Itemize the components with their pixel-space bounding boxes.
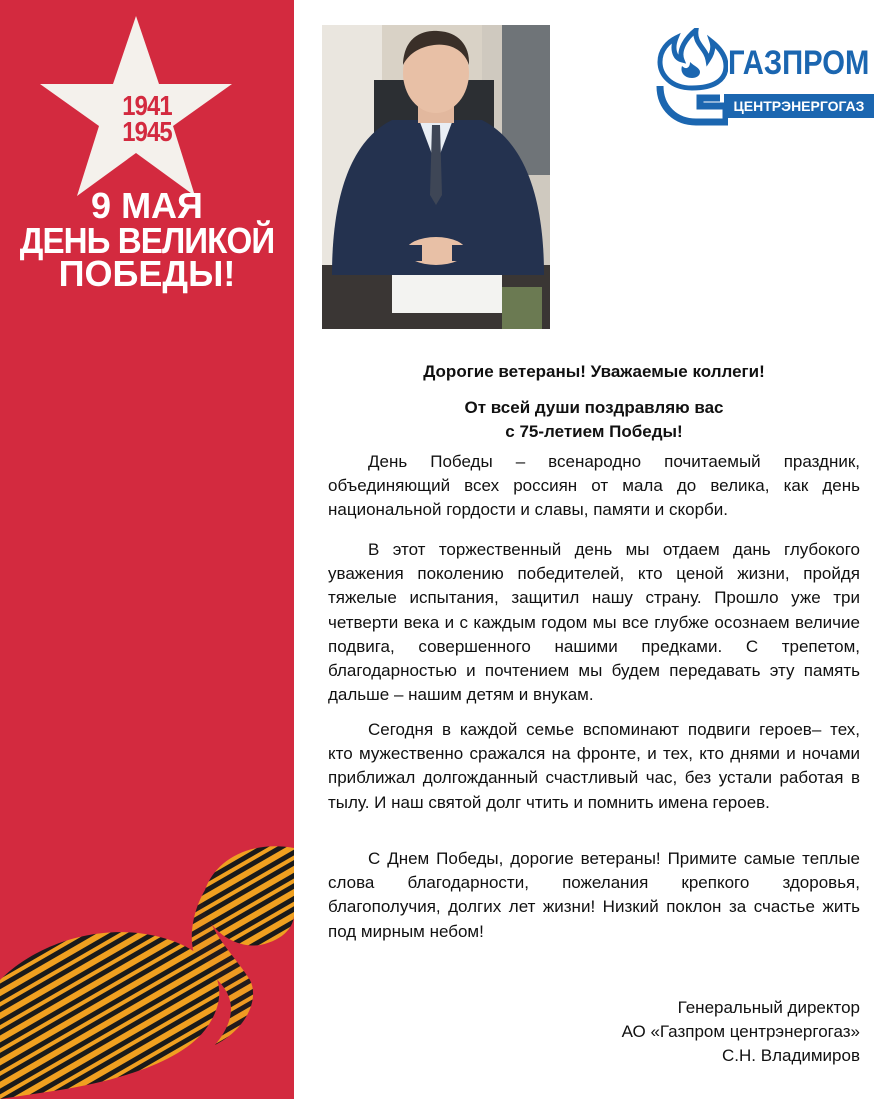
greeting-heading: Дорогие ветераны! Уважаемые коллеги! (423, 362, 765, 381)
gas-flame-icon (656, 28, 728, 126)
signature-name: С.Н. Владимиров (722, 1046, 860, 1065)
congrats-line1: От всей души поздравляю вас (464, 398, 724, 417)
letter-paragraph-2: В этот торжественный день мы отдаем дань глубокого уважения поколению победителей, кто ценой жизни, пройдя тяжелые испытания, защитил нашу страну. Прошло уже три четверти века и с каждым годом мы все глубже осознаем величие подвига, совершенного нашими предками. С трепетом, благодарностью и почтением мы будем передавать эту память дальше – нашим детям и внукам. (328, 540, 860, 705)
signature-position: Генеральный директор (677, 998, 860, 1017)
st-george-ribbon-icon (0, 830, 294, 1099)
banner-title-line2: ПОБЕДЫ! (58, 253, 236, 294)
director-photo (322, 25, 550, 329)
letter-paragraph-3: Сегодня в каждой семье вспоминают подвиги героев– тех, кто мужественно сражался на фронте, и тех, кто днями и ночами приближал долгожданный счастливый час, без устали работая в тылу. И наш святой долг чтить и помнить имена героев. (328, 720, 860, 812)
portrait-image (322, 25, 550, 329)
company-logo (656, 28, 874, 126)
banner-title-line1: ДЕНЬ ВЕЛИКОЙ (19, 220, 275, 261)
signature-company: АО «Газпром центрэнергогаз» (621, 1022, 860, 1041)
letter-paragraph-1: День Победы – всенародно почитаемый праздник, объединяющий всех россиян от мала до велика, как день национальной гордости и славы, памяти и скорби. (328, 452, 860, 520)
signature-block (622, 996, 860, 1068)
congrats-line2: с 75-летием Победы! (505, 422, 683, 441)
congrats-heading (328, 396, 860, 444)
holiday-banner (0, 0, 294, 1099)
banner-date: 9 МАЯ (91, 185, 203, 226)
letter-paragraph-4: С Днем Победы, дорогие ветераны! Примите самые теплые слова благодарности, пожелания крепкого здоровья, благополучия, долгих лет жизни! Низкий поклон за счастье жить под мирным небом! (328, 849, 860, 941)
logo-name: ГАЗПРОМ (728, 44, 870, 82)
logo-subtitle: ЦЕНТРЭНЕРГОГАЗ (724, 94, 874, 118)
year-start: 1941 (122, 90, 172, 121)
year-end: 1945 (122, 116, 172, 147)
